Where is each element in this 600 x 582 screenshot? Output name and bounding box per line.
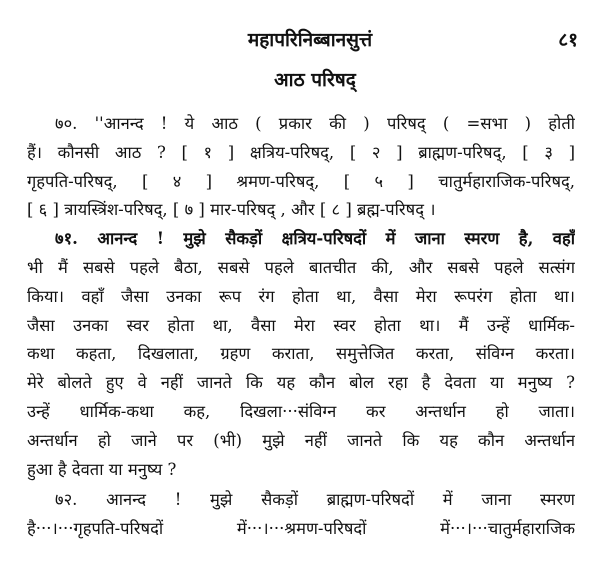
page-number: ८१	[558, 29, 578, 51]
text-line: ७०. ''आनन्द ! ये आठ ( प्रकार की ) परिषद् ( =सभा ) होती	[55, 114, 575, 133]
paragraph-72	[27, 486, 575, 544]
text-line: अन्तर्धान हो जाने पर (भी) मुझे नहीं जानते कि यह कौन अन्तर्धान	[27, 430, 575, 450]
body-text	[27, 110, 575, 544]
text-line: मेरे बोलते हुए वे नहीं जानते कि यह कौन बोल रहा है देवता या मनुष्य ?	[27, 373, 575, 393]
text-line: भी मैं सबसे पहले बैठा, सबसे पहले बातचीत की, और सबसे पहले सत्संग	[27, 257, 575, 277]
text-line: हैं। कौनसी आठ ? [ १ ] क्षत्रिय-परिषद्, [ २ ] ब्राह्मण-परिषद्, [ ३ ]	[27, 142, 575, 162]
text-line: ७२. आनन्द ! मुझे सैकड़ों ब्राह्मण-परिषदों में जाना स्मरण	[55, 490, 575, 510]
paragraph-71	[27, 225, 575, 484]
text-line: कथा कहता, दिखलाता, ग्रहण कराता, समुत्तेजित करता, संविग्न करता।	[27, 344, 575, 364]
paragraph-70	[27, 110, 575, 225]
text-line: ७१. आनन्द ! मुझे सैकड़ों क्षत्रिय-परिषदों में जाना स्मरण है, वहाँ	[55, 229, 575, 249]
text-line: उन्हें धार्मिक-कथा कह, दिखला···संविग्न कर अन्तर्धान हो जाता।	[27, 401, 575, 421]
text-line: किया। वहाँ जैसा उनका रूप रंग होता था, वैसा मेरा रूपरंग होता था।	[27, 286, 575, 306]
running-title: महापरिनिब्बानसुत्तं	[247, 29, 373, 51]
text-line: है···।···गृहपति-परिषदों में···।···श्रमण-परिषदों में···।···चातुर्महाराजिक	[27, 519, 575, 539]
text-line: जैसा उनका स्वर होता था, वैसा मेरा स्वर होता था। मैं उन्हें धार्मिक-	[27, 315, 575, 335]
text-line: गृहपति-परिषद्, [ ४ ] श्रमण-परिषद्, [ ५ ] चातुर्महाराजिक-परिषद्,	[27, 171, 575, 191]
page-header	[0, 26, 600, 56]
section-title: आठ परिषद्	[274, 69, 356, 91]
text-line: [ ६ ] त्रायस्त्रिंश-परिषद्, [ ७ ] मार-परिषद् , और [ ८ ] ब्रह्म-परिषद् ।	[27, 200, 436, 220]
text-line: हुआ है देवता या मनुष्य ?	[27, 459, 177, 479]
